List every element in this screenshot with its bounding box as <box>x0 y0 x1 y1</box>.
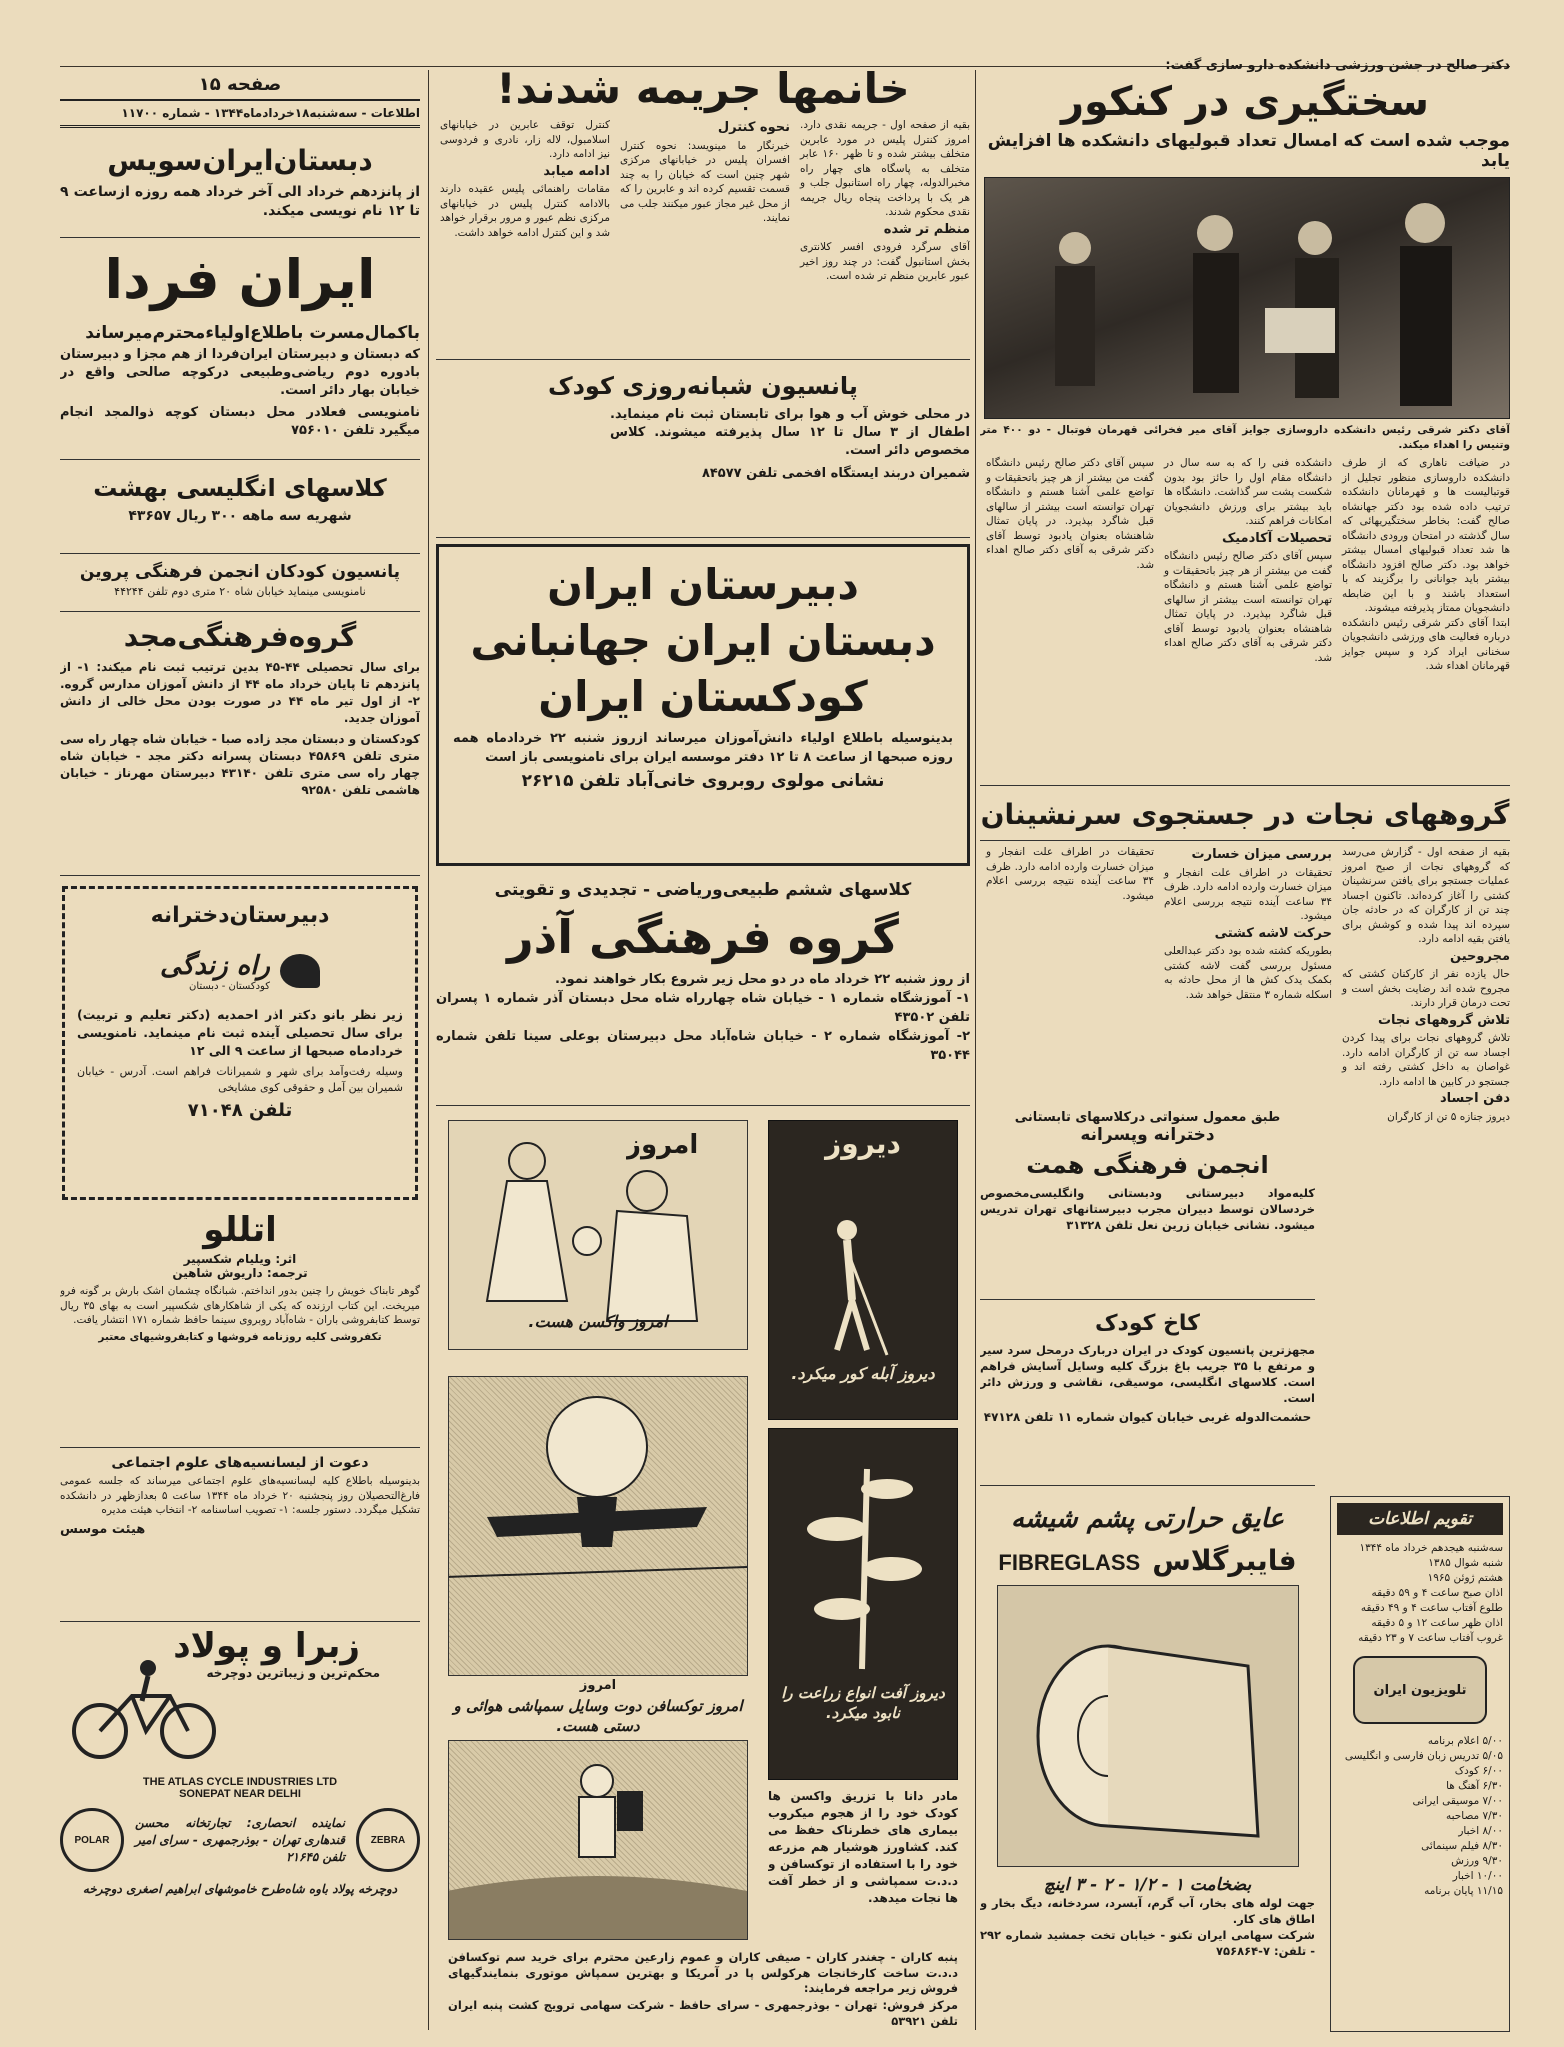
tv-title: تلویزیون ایران <box>1373 1682 1467 1698</box>
calendar-line: غروب آفتاب ساعت ۷ و ۲۳ دقیقه <box>1358 1632 1503 1644</box>
social-signature: هیئت موسس <box>60 1521 146 1537</box>
fibreglass-company: شرکت سهامی ایران تکنو - خیابان تخت جمشید شماره ۲۹۲ - تلفن: ۷-۷۵۶۸۶۴ <box>980 1928 1315 1958</box>
othello-title: اتللو <box>203 1210 277 1250</box>
rescue-body-9: تحقیقات در اطراف علت انفجار و میزان خسارت وارده ادامه دارد. ظرف ۳۴ ساعت آینده نتیجه بررسی اعلام میشود. <box>1164 866 1332 922</box>
konkur-sub-academic: تحصیلات آکادمیک <box>1221 530 1332 546</box>
women-body-2: خبرنگار ما مینویسد: نحوه کنترل افسران پلیس در خیابانهای مرکزی شهر چنین است که خیابان را به چند قسمت تقسیم کرده اند و عابرین را که از محل غیر مجاز عبور میکنند جلب می نمایند. <box>620 139 790 224</box>
column-rule <box>975 70 976 2030</box>
tv-schedule-item: ۶/۳۰ آهنگ ها <box>1446 1780 1503 1792</box>
sprayer-illustration <box>448 1740 748 1940</box>
konkur-photo <box>984 177 1510 419</box>
girls-title: دبیرستان‌دخترانه <box>150 903 330 928</box>
pansion-title: پانسیون شبانه‌روزی کودک <box>548 372 858 400</box>
women-headline: خانمها جریمه شدند! <box>496 64 910 113</box>
ad-girls-highschool <box>62 886 418 1200</box>
calendar-title: تقویم اطلاعات <box>1337 1503 1503 1535</box>
ad-othello-book <box>60 1208 420 1448</box>
ad-fibreglass <box>980 1494 1315 2034</box>
tv-schedule-item: ۹/۳۰ ورزش <box>1451 1855 1503 1867</box>
farda-body: که دبستان و دبیرستان ایران‌فردا از هم مجزا و دبیرستان بادوره دوم ریاضی‌وطبیعی درکوچه صالحی واقع در خیابان بهار دائر است. <box>60 347 420 398</box>
women-body-3: آقای سرگرد فرودی افسر کلانتری بخش استانبول گفت: در چند روز اخیر عبور عابرین منظم تر شده است. <box>800 241 970 282</box>
calendar-lines <box>1337 1541 1503 1646</box>
social-title: دعوت از لیسانسیه‌های علوم اجتماعی <box>111 1455 369 1471</box>
calendar-line: اذان ظهر ساعت ۱۲ و ۵ دقیقه <box>1371 1617 1503 1629</box>
bike-title: زبرا و پولاد <box>173 1626 360 1666</box>
calendar-line: طلوع آفتاب ساعت ۴ و ۴۹ دقیقه <box>1360 1602 1503 1614</box>
airplane-icon <box>448 1377 747 1597</box>
rescue-body-8: دیروز جنازه ۵ تن از کارگران <box>1387 1110 1510 1123</box>
farda-title: ایران فردا <box>104 248 376 311</box>
tv-logo <box>1353 1656 1487 1724</box>
swiss-body: از پانزدهم خرداد الی آخر خرداد همه روزه ازساعت ۹ تا ۱۲ نام نویسی میکند. <box>60 184 420 219</box>
azar-location-2: ۲- آموزشگاه شماره ۲ - خیابان شاه‌آباد محل دبیرستان بوعلی سینا تلفن شماره ۳۵۰۴۴ <box>436 1029 970 1063</box>
tv-schedule-item: ۸/۰۰ اخبار <box>1458 1825 1503 1837</box>
hemmat-kicker-2: دخترانه وپسرانه <box>1080 1125 1215 1145</box>
article-konkur <box>980 56 1510 786</box>
behesht-body: شهریه سه ماهه ۳۰۰ ریال ۴۳۶۵۷ <box>128 508 352 524</box>
ad-pesticide <box>436 1112 970 2032</box>
blind-man-icon <box>768 1160 957 1360</box>
tv-schedule-item: ۷/۰۰ موسیقی ایرانی <box>1412 1795 1503 1807</box>
othello-translator: ترجمه: داریوش شاهین <box>172 1266 308 1280</box>
rescue-sub-injured: مجروحین <box>1450 948 1510 964</box>
rescue-sub-search: تلاش گروههای نجات <box>1377 1012 1510 1028</box>
othello-author: اثر: ویلیام شکسپیر <box>183 1252 297 1266</box>
insulation-roll-icon <box>998 1586 1298 1866</box>
konkur-body-1: در ضیافت ناهاری که از طرف دانشکده داروسازی منظور تجلیل از قوتبالیست ها و قهرمانان دانشکده ترتیب داده شده بود دکتر جهانشاه صالح گفت: بخاطر سختگیریهائی که سال گذشته در امتحان ورودی دانشگاه ها شد تعداد قبولیهای امسال بیشتر خواهد بود. دکتر صالح افزود دانشگاه بیشتر باید جوانانی را برگزیند که با استعداد باشند و با این ضابطه دانشجویان ممتاز پذیرفته میشوند. <box>1342 457 1510 614</box>
majd-body: برای سال تحصیلی ۴۴-۴۵ بدین ترتیب ثبت نام میکند: ۱- از پانزدهم تا پایان خرداد ماه ۴۴ از دانش آموزان مدارس گروه. ۲- از اول تیر ماه ۴۴ در صورت بودن محل خالی از دانش آموزان جدید. <box>60 660 420 725</box>
tv-schedule-item: ۵/۰۵ تدریس زبان فارسی و انگلیسی <box>1344 1750 1503 1762</box>
behesht-title: کلاسهای انگلیسی بهشت <box>93 474 387 502</box>
yesterday-label-1: دیروز <box>825 1127 901 1160</box>
farda-kicker: باکمال‌مسرت باطلاع‌اولیاءمحترم‌میرساند <box>85 323 420 343</box>
iran-school-line3: کودکستان ایران <box>538 672 868 721</box>
ad-zebra-bicycle <box>60 1626 420 2026</box>
pesticide-footer: پنبه کاران - چغندر کاران - صیفی کاران و عموم زارعین محترم برای خرید سم توکسافن د.د.ت ساخت کارخانجات هرکولس پا در آمریکا و بهترین سمپاش موتوری بنمایندگیهای فروش زیر مراجعه فرمایند: <box>448 1950 958 1995</box>
bike-maker-line1: THE ATLAS CYCLE INDUSTRIES LTD <box>142 1776 338 1788</box>
fibreglass-roll-image <box>997 1585 1299 1867</box>
iran-school-line2: دبستان ایران جهانبانی <box>470 616 936 665</box>
othello-body: گوهر تابناک خویش را چنین بدور انداختم. شبانگاه چشمان اشک بارش بر گونه فرو میریخت. این کتاب ارزنده که یکی از شاهکارهای شکسپیر است به بهای ۳۵ ریال توسط کتابفروشی باران - شاه‌آباد روبروی سینما حافظ شماره ۱۷۱ انتشار یافت. <box>60 1285 420 1326</box>
polar-badge: POLAR <box>60 1808 124 1872</box>
konkur-caption: آقای دکتر شرقی رئیس دانشکده داروسازی جوایز آقای میر فخرائی قهرمان فوتبال - دو ۴۰۰ متر وتنیس را اهداء میکند. <box>980 424 1510 451</box>
farmer-spraying-icon <box>448 1741 747 1940</box>
rescue-sub-burial: دفن اجساد <box>1439 1091 1510 1106</box>
women-sub-method: نحوه کنترل <box>717 120 790 135</box>
tv-schedule <box>1337 1734 1503 1899</box>
rescue-body-5: بقیه از صفحه اول - گزارش می‌رسد که گروههای نجات از صبح امروز عملیات جستجو برای یافتن سرنشینان کشتی را آغاز کرده‌اند. تاکنون اجساد چند تن از کارگران که در حادثه جان سپرده اند پیدا شده و کوشش برای یافتن بقیه ادامه دارد. <box>1342 846 1510 945</box>
bike-footer: دوچرخه پولاد باوه شاه‌طرح خاموشهای ابراهیم اصغری دوچرخه <box>82 1882 398 1896</box>
iran-school-body: بدینوسیله باطلاع اولیاء دانش‌آموزان میرساند ازروز شنبه ۲۲ خردادماه همه روزه صبحها از ساعت ۸ تا ۱۲ دفتر موسسه ایران برای نامنویسی باز است <box>453 731 953 765</box>
ad-iran-schools <box>436 544 970 866</box>
ad-pansion-kodak <box>436 368 970 538</box>
bird-icon <box>280 954 320 988</box>
ad-swiss-school <box>60 138 420 238</box>
ad-behesht-english <box>60 464 420 554</box>
calendar-line: شنبه شوال ۱۳۸۵ <box>1428 1557 1503 1569</box>
ad-iran-farda <box>60 240 420 460</box>
rescue-sub-funeral: حرکت لاشه کشتی <box>1214 925 1332 941</box>
girls-logo-text: راه زندگی <box>160 950 270 981</box>
calendar-line: اذان صبح ساعت ۴ و ۵۹ دقیقه <box>1371 1587 1503 1599</box>
plant-icon <box>768 1429 957 1679</box>
pesticide-caption-4: دیروز آفت انواع زراعت را نابود میکرد. <box>781 1684 945 1722</box>
kakh-title: کاخ کودک <box>1095 1311 1200 1336</box>
girls-address: وسیله رفت‌وآمد برای شهر و شمیرانات فراهم است. آدرس - خیابان شمیران بین آمل و حقوقی کوی مشایخی <box>77 1065 403 1094</box>
bike-tagline: محکم‌ترین و زیباترین دوچرخه <box>206 1666 380 1680</box>
hemmat-title: انجمن فرهنگی همت <box>1026 1151 1269 1179</box>
girls-logo-sub: کودکستان - دبستان <box>188 980 270 992</box>
bike-badges <box>60 1808 420 1872</box>
ad-hemmat <box>980 1110 1315 1300</box>
notice-social-sciences <box>60 1452 420 1622</box>
pansion-phone: شمیران دربند ایستگاه افخمی تلفن ۸۴۵۷۷ <box>701 466 970 481</box>
pesticide-caption-2: دیروز آبله کور میکرد. <box>791 1364 935 1383</box>
tv-schedule-item: ۱۰/۰۰ اخبار <box>1452 1870 1503 1882</box>
azar-kicker: کلاسهای ششم طبیعی‌وریاضی - تجدیدی و تقویتی <box>494 880 912 900</box>
bicycle-icon <box>70 1646 220 1766</box>
rescue-body-6: حال یازده نفر از کارکنان کشتی که مجروح شده اند رضایت بخش است و تحت درمان قرار دارند. <box>1342 968 1510 1009</box>
ad-azar-group <box>436 876 970 1106</box>
smallpox-panel <box>768 1120 958 1420</box>
konkur-body-4b: سپس آقای دکتر صالح رئیس دانشگاه گفت من بیشتر از هر چیز باتحقیقات و تواضع علمی آشنا هستم و دانشگاه تهران توانسته است بیشتر از سالهای قبل شاگرد بپذیرد. در پایان تمثال شاهنشاه بعنوان یادبود توسط آقای دکتر شرقی به آقای دکتر صالح اهداء شد. <box>986 457 1154 571</box>
kakh-phone: حشمت‌الدوله غربی خیابان کیوان شماره ۱۱ تلفن ۴۷۱۲۸ <box>983 1410 1312 1424</box>
hemmat-body: کلیه‌مواد دبیرستانی ودبستانی وانگلیسی‌مخصوص خردسالان توسط دبیران مجرب دبیرستانهای تهران تدریس میشود. نشانی خیابان زرین نعل تلفن ۳۱۳۲۸ <box>980 1186 1315 1232</box>
bike-dealer: نماینده انحصاری: تجارتخانه محسن قندهاری تهران - بوذرجمهری - سرای امیر تلفن ۲۱۶۴۵ <box>135 1815 345 1864</box>
pest-panel <box>768 1428 958 1780</box>
pesticide-caption-3: امروز توکسافن دوت وسایل سمپاشی هوائی و دستی هست. <box>453 1697 743 1735</box>
column-rule <box>428 70 429 2030</box>
fibreglass-sizes: بضخامت ۱ - ۱/۲ - ۲ - ۳ اینچ <box>1043 1875 1252 1895</box>
azar-body: از روز شنبه ۲۲ خرداد ماه در دو محل زیر شروع بکار خواهند نمود. <box>554 972 970 987</box>
article-women-fined <box>436 60 970 360</box>
girls-logo <box>77 936 403 1006</box>
tv-schedule-item: ۶/۰۰ کودک <box>1454 1765 1503 1777</box>
pesticide-body: مادر دانا با تزریق واکسن ها کودک خود را از هجوم میکروب بیماری های خطرناک حفظ می کند. کشاورز هوشیار هم مزرعه خود را با استفاده از توکسافن و د.د.ت سمپاشی و از خطر آفت ها نجات میدهد. <box>768 1789 958 1905</box>
parvin-title: پانسیون کودکان انجمن فرهنگی پروین <box>79 562 401 582</box>
pesticide-sellers: مرکز فروش: تهران - بوذرجمهری - سرای حافظ - شرکت سهامی ترویج کشت پنبه ایران تلفن ۵۳۹۲۱ <box>448 1998 958 2028</box>
hemmat-kicker: طبق معمول سنواتی درکلاسهای تابستانی <box>1014 1110 1281 1125</box>
zebra-badge: ZEBRA <box>356 1808 420 1872</box>
tv-schedule-item: ۱۱/۱۵ پایان برنامه <box>1424 1885 1503 1897</box>
azar-title: گروه فرهنگی آذر <box>507 910 899 964</box>
farda-phone: نامنویسی فعلادر محل دبستان کوچه ذوالمجد انجام میگیرد تلفن ۷۵۶۰۱۰ <box>60 405 420 438</box>
iran-school-line1: دبیرستان ایران <box>547 560 859 609</box>
rescue-body-7: تلاش گروههای نجات برای پیدا کردن اجساد سه تن از کارگران ادامه دارد. غواصان به داخل کشتی رفته اند و جستجو در کابین ها ادامه دارد. <box>1342 1032 1510 1088</box>
women-sub-order: منظم تر شده <box>883 221 970 237</box>
fibreglass-tagline: عایق حرارتی پشم شیشه <box>1010 1504 1285 1534</box>
ad-kakh-kodak <box>980 1306 1315 1486</box>
konkur-body-2: ابتدا آقای دکتر شرقی رئیس دانشکده درباره فعالیت های ورزشی دانشجویان سخنانی ایراد کرد و سپس جوایز قهرمانان اهداء شد. <box>1342 616 1510 672</box>
kakh-body: مجهزترین پانسیون کودک در ایران دربارک درمحل سرد سیر و مرتفع با ۳۵ جریب باغ بزرگ کلیه وسایل آسایش فراهم است. کلاسهای انگلیسی، موسیقی، نقاشی و ورزش دائر است. <box>980 1343 1315 1405</box>
tv-schedule-item: ۸/۳۰ فیلم سینمائی <box>1421 1840 1503 1852</box>
konkur-body-3: دانشکده فنی را که به سه سال در دانشگاه مقام اول را حائز بود بدون شکست پشت سر گذاشت. دانشگاه ها باید بیشتر برای ورزش دانشجویان امکانات فراهم کنند. <box>1164 457 1332 527</box>
today-label-2: امروز <box>579 1678 617 1693</box>
konkur-kicker: دکتر صالح در جشن ورزشی دانشکده دارو سازی گفت: <box>1165 58 1510 73</box>
women-body-5: کنترل توقف عابرین در خیابانهای اسلامبول، لاله زار، نادری و فردوسی نیز ادامه دارد. <box>440 119 610 160</box>
fibreglass-details: جهت لوله های بخار، آب گرم، آبسرد، سردخانه، دیگ بخار و اطاق های کار. <box>980 1896 1315 1926</box>
women-sub-continue: ادامه میابد <box>543 163 610 179</box>
today-label-1: امروز <box>626 1130 699 1160</box>
dateline: اطلاعات - سه‌شنبه۱۸خردادماه۱۳۴۴ - شماره ۱۱۷۰۰ <box>60 101 420 128</box>
rescue-headline: گروههای نجات در جستجوی سرنشینان <box>980 790 1510 841</box>
rescue-body-5b: تحقیقات در اطراف علت انفجار و میزان خسارت وارده ادامه دارد. ظرف ۳۴ ساعت آینده نتیجه بررسی اعلام میشود. <box>986 846 1154 902</box>
bike-maker-line2: SONEPAT NEAR DELHI <box>179 1788 301 1800</box>
pansion-body: در محلی خوش آب و هوا برای تابستان ثبت نام مینماید. اطفال از ۳ سال تا ۱۲ سال پذیرفته میشوند. کلاس مخصوص دائر است. <box>610 407 970 458</box>
ad-majd-group <box>60 614 420 876</box>
majd-addresses: کودکستان و دبستان مجد زاده صبا - خیابان شاه چهار راه سی متری تلفن ۴۵۸۶۹ دبستان پسرانه دکتر مجد - خیابان شاه چهار راه سی متری تلفن ۴۳۱۴۰ دبیرستان مهرناز - خیابان هاشمی تلفن ۹۲۵۸۰ <box>60 732 420 797</box>
women-body-4: مقامات راهنمائی پلیس عقیده دارند بالادامه کنترل پلیس در خیابانهای مرکزی نظم عبور و مرور برقرار خواهد شد و این کنترل ادامه خواهد داشت. <box>440 183 610 239</box>
parvin-body: نامنویسی مینماید خیابان شاه ۲۰ متری دوم تلفن ۴۴۲۴۴ <box>114 585 366 598</box>
ad-parvin-pansion <box>60 556 420 612</box>
konkur-headline: سختگیری در کنکور <box>1061 79 1429 125</box>
calendar-line: سه‌شنبه هیجدهم خرداد ماه ۱۳۴۴ <box>1359 1542 1503 1554</box>
othello-note: تکفروشی کلیه روزنامه فروشها و کتابفروشیهای معتبر <box>98 1330 382 1343</box>
swiss-title: دبستان‌ایران‌سویس <box>107 144 373 177</box>
girls-phone: تلفن ۷۱۰۴۸ <box>187 1100 293 1121</box>
konkur-body-4: سپس آقای دکتر صالح رئیس دانشگاه گفت من بیشتر از هر چیز باتحقیقات و تواضع علمی آشنا هستم و دانشگاه تهران توانسته است بیشتر از سالهای قبل شاگرد بپذیرد. در پایان تمثال شاهنشاه بعنوان یادبود توسط آقای دکتر شرقی به آقای دکتر صالح اهداء شد. <box>1164 550 1332 664</box>
rescue-sub-damage: بررسی میزان خسارت <box>1191 847 1332 862</box>
azar-location-1: ۱- آموزشگاه شماره ۱ - خیابان شاه چهارراه شاه محل دبستان آذر شماره ۱ پسران تلفن ۴۳۵۰۲ <box>436 991 970 1025</box>
page-number: صفحه ۱۵ <box>60 70 420 101</box>
tv-schedule-item: ۵/۰۰ اعلام برنامه <box>1427 1735 1503 1747</box>
ceremony-people-icon <box>985 178 1509 418</box>
crop-duster-illustration <box>448 1376 748 1676</box>
fibreglass-brand-latin: FIBREGLASS <box>998 1550 1141 1575</box>
majd-title: گروه‌فرهنگی‌مجد <box>123 620 357 653</box>
calendar-line: هشتم ژوئن ۱۹۶۵ <box>1427 1572 1503 1584</box>
tv-schedule-item: ۷/۳۰ مصاحبه <box>1445 1810 1503 1822</box>
page-header <box>60 70 420 130</box>
fibreglass-brand-fa: فایبرگلاس <box>1152 1544 1297 1577</box>
konkur-deck: موجب شده است که امسال تعداد قبولیهای دانشکده ها افزایش یابد <box>987 131 1510 171</box>
girls-body: زیر نظر بانو دکتر اذر احمدیه (دکتر تعلیم و تربیت) برای سال تحصیلی آینده ثبت نام مینماید. نامنویسی خردادماه صبحها از ساعت ۹ الی ۱۲ <box>77 1007 403 1058</box>
calendar-box <box>1330 1496 1510 2032</box>
rescue-body-10: بطوریکه کشته شده بود دکتر عبدالعلی مسئول بررسی گفت لاشه کشتی بکمک یدک کش ها از محل حادثه به اسکله شماره ۳ منتقل خواهد شد. <box>1164 945 1332 1001</box>
iran-school-address: نشانی مولوی روبروی خانی‌آباد تلفن ۲۶۲۱۵ <box>521 771 885 791</box>
pesticide-caption-1: امروز واکسن هست. <box>528 1312 668 1331</box>
social-body: بدینوسیله باطلاع کلیه لیسانسیه‌های علوم اجتماعی میرساند که جلسه عمومی فارغ‌التحصیلان روز پنجشنبه ۲۰ خرداد ماه ۱۳۴۴ ساعت ۵ بعدازظهر در دانشکده تشکیل میگردد. دستور جلسه: ۱- تصویب اساسنامه ۲- انتخاب هیئت مدیره <box>60 1475 420 1516</box>
women-body-1: بقیه از صفحه اول - جریمه نقدی دارد. امروز کنترل پلیس در مورد عابرین متخلف بیشتر شده و تا ظهر ۱۶۰ عابر متخلف به پاسگاه های چهار راه مخبرالدوله، چهار راه استانبول جلب و هر یک با پرداخت پنجاه ریال جریمه نقدی محکوم شدند. <box>800 119 970 218</box>
